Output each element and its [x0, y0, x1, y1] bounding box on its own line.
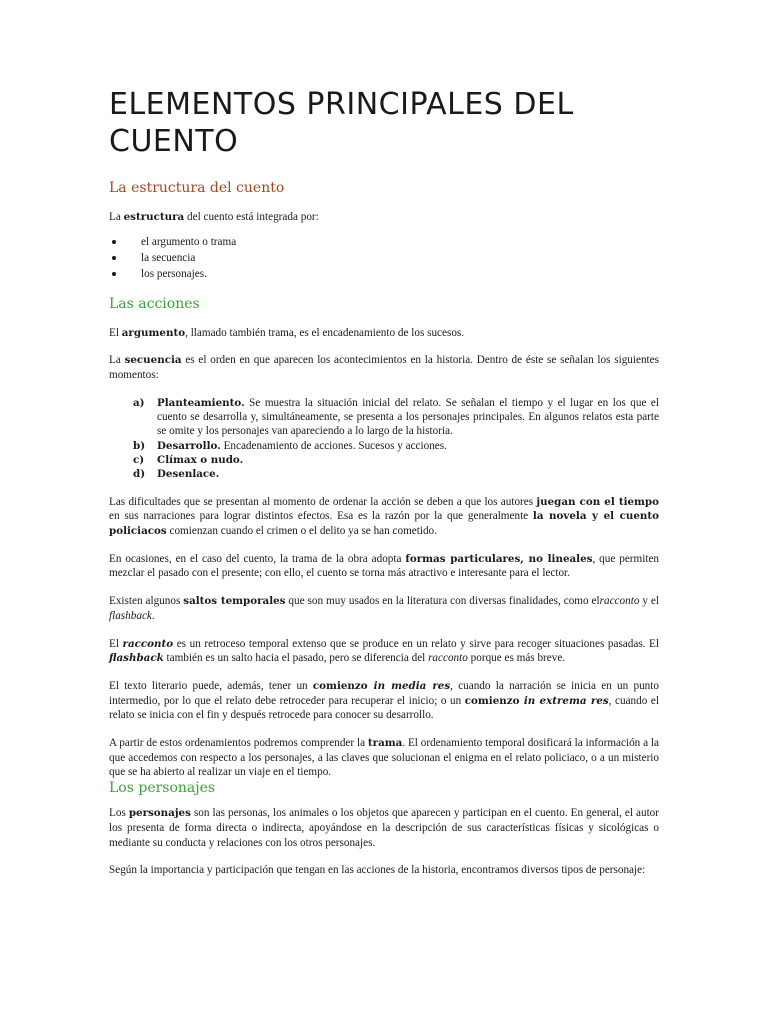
structure-bullet-list [109, 234, 659, 282]
paragraph-saltos-temporales: Existen algunos saltos temporales que son muy usados en la literatura con diversas finalidades, como elracconto y el flashback. [109, 595, 660, 622]
paragraph-ocasiones: En ocasiones, en el caso del cuento, la trama de la obra adopta formas particulares, no lineales, que permiten mezclar el pasado con el presente; con ello, el cuento se torna más atractivo e interesante para el lector. [109, 552, 659, 580]
list-item: a) Planteamiento. Se muestra la situación inicial del relato. Se señalan el tiempo y el lugar en los que el cuento se desarrolla y, simultáneamente, se presenta a los personajes principales. En algunos relatos esta parte se omite y los personajes van apareciendo a lo largo de la historia. [133, 396, 659, 438]
section-heading-estructura: La estructura del cuento [109, 180, 285, 196]
paragraph-trama: A partir de estos ordenamientos podremos comprender la trama. El ordenamiento temporal dosificará la información a la que accedemos con respecto a los personajes, a las claves que solucionan el enigma en el relato policiaco, o a un misterio que se ha abierto al realizar un viaje en el tiempo. [109, 737, 659, 779]
document-content [109, 86, 659, 878]
document-title: ELEMENTOS PRINCIPALES DEL CUENTO [109, 87, 574, 159]
section-heading-personajes: Los personajes [109, 780, 216, 797]
paragraph-comienzo: El texto literario puede, además, tener un comienzo in media res, cuando la narración se inicia en un punto intermedio, por lo que el relato debe retroceder para recuperar el inicio; o un comienzo in extrema res, cuando el relato se inicia con el fin y después retrocede para conocer su desarrollo. [109, 679, 659, 722]
section-heading-acciones: Las acciones [109, 295, 200, 312]
bullet-icon [112, 256, 116, 260]
list-item: d) Desenlace. [133, 468, 220, 481]
paragraph-racconto: El racconto es un retroceso temporal extenso que se produce en un relato y sirve para recoger situaciones pasadas. El flashback también es un salto hacia el pasado, pero se diferencia del racconto porque es más breve. [109, 637, 659, 665]
bullet-icon [112, 240, 116, 244]
paragraph-personajes: Los personajes son las personas, los animales o los objetos que aparecen y participan en el cuento. En general, el autor los presenta de forma directa o indirecta, apoyándose en la descripción de sus características físicas y sicológicas o mediante su conducta y relaciones con los otros personajes. [109, 807, 659, 849]
paragraph-estructura-intro: La estructura del cuento está integrada por: [109, 211, 319, 223]
paragraph-dificultades: Las dificultades que se presentan al momento de ordenar la acción se deben a que los autores juegan con el tiempo en sus narraciones para lograr distintos efectos. Esa es la razón por la que generalmente la novela y el cuento policiacos comienzan cuando el crimen o el delito ya se han cometido. [109, 495, 660, 537]
list-item: los personajes. [109, 266, 659, 282]
moments-list [109, 396, 659, 482]
paragraph-argumento: El argumento, llamado también trama, es el encadenamiento de los sucesos. [109, 326, 465, 339]
paragraph-secuencia: La secuencia es el orden en que aparecen los acontecimientos en la historia. Dentro de éste se señalan los siguientes momentos: [109, 354, 659, 382]
paragraph-tipos-personaje: Según la importancia y participación que tengan en las acciones de la historia, encontramos diversos tipos de personaje: [109, 864, 646, 877]
list-item: c) Clímax o nudo. [133, 454, 244, 466]
bullet-icon [112, 272, 116, 276]
list-item: b) Desarrollo. Encadenamiento de acciones. Sucesos y acciones. [133, 439, 447, 452]
list-item: la secuencia [109, 250, 659, 266]
list-item: el argumento o trama [109, 234, 659, 250]
